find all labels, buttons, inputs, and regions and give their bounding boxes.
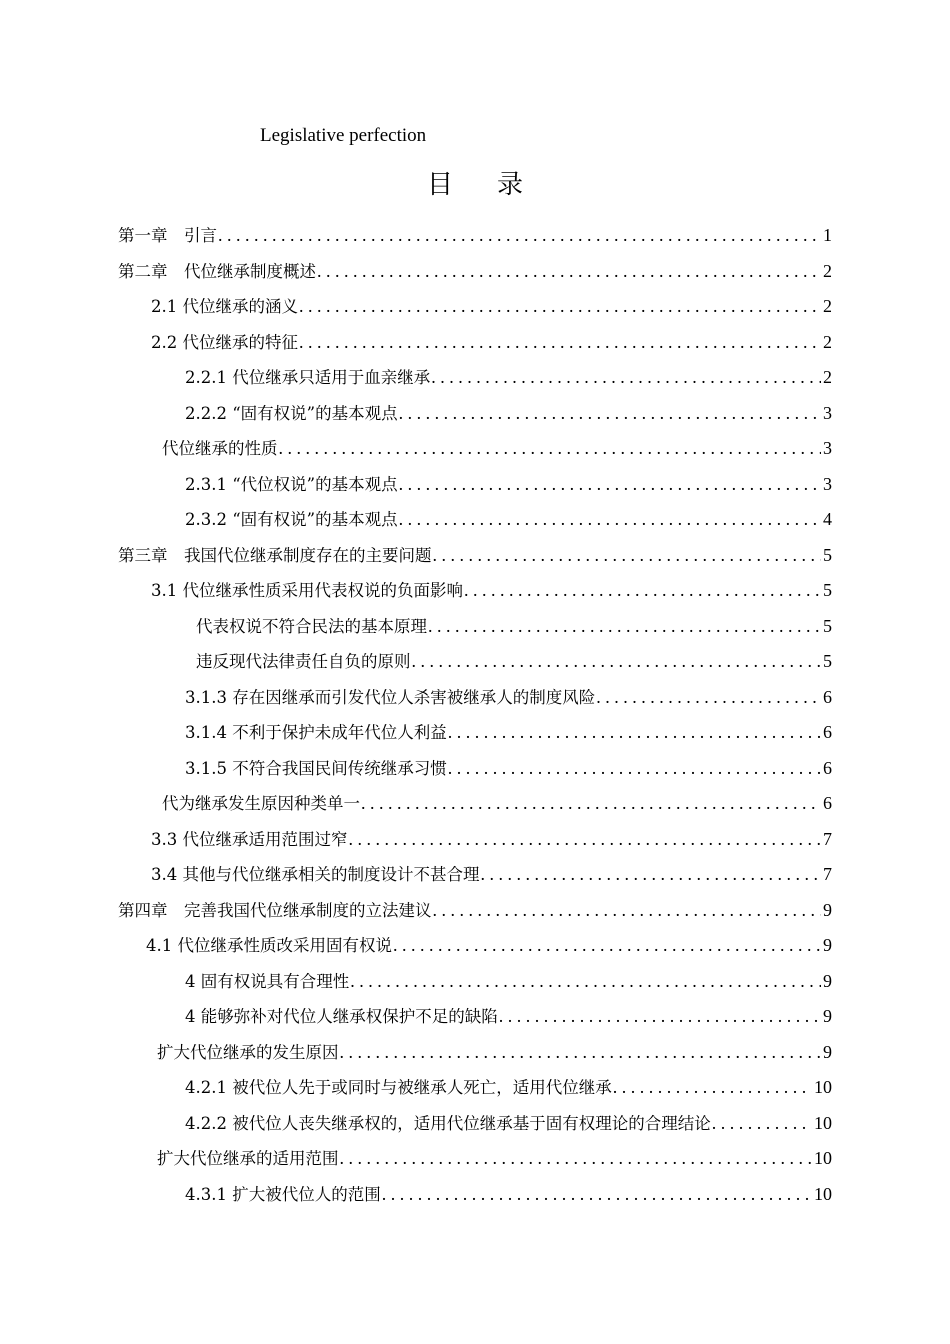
toc-heading-char-2: 录 <box>497 170 524 200</box>
toc-entry-4-1-1[interactable] <box>185 964 832 998</box>
dot-leader <box>360 786 821 820</box>
toc-entry-label: 2.2.2 “固有权说”的基本观点 <box>185 403 398 423</box>
dot-leader <box>447 751 821 785</box>
toc-entry-label: 4 能够弥补对代位人继承权保护不足的缺陷 <box>185 1007 498 1026</box>
toc-entry-label: 2.1 代位继承的涵义 <box>151 297 298 316</box>
toc-entry-label: 4.2.2 被代位人丧失继承权的，适用代位继承基于固有权理论的合理结论 <box>185 1113 711 1133</box>
toc-entry-chapter-2[interactable] <box>118 254 832 288</box>
dot-leader <box>398 467 821 501</box>
toc-entry-page: 6 <box>823 686 832 707</box>
dot-leader <box>398 396 821 430</box>
toc-entry-label: 3.3 代位继承适用范围过窄 <box>151 829 348 849</box>
english-subtitle: Legislative perfection <box>260 125 427 146</box>
toc-entry-page: 2 <box>823 331 832 352</box>
toc-entry-page: 5 <box>823 544 832 565</box>
toc-entry-label: 4 固有权说具有合理性 <box>185 971 350 991</box>
toc-entry-page: 6 <box>823 722 832 742</box>
toc-entry-label: 3.1.3 存在因继承而引发代位人杀害被继承人的制度风险 <box>185 687 596 707</box>
toc-entry-label: 2.3.1 “代位权说”的基本观点 <box>185 474 398 494</box>
toc-entry-2-2-2[interactable] <box>185 396 832 430</box>
toc-entry-nature[interactable] <box>162 431 832 465</box>
toc-entry-page: 6 <box>823 793 832 813</box>
toc-entry-3-1-3[interactable] <box>185 680 832 714</box>
toc-entry-page: 3 <box>823 473 832 494</box>
dot-leader <box>427 609 821 643</box>
toc-entry-label: 2.2 代位继承的特征 <box>151 332 298 352</box>
toc-entry-page: 10 <box>814 1112 832 1133</box>
toc-entry-2-2-1[interactable] <box>185 360 832 394</box>
dot-leader <box>217 218 821 252</box>
toc-entry-2-3-2[interactable] <box>185 502 832 536</box>
toc-entry-label: 扩大代位继承的适用范围 <box>157 1149 339 1168</box>
toc-entry-label: 代为继承发生原因种类单一 <box>162 794 360 813</box>
toc-entry-page: 9 <box>823 970 832 991</box>
toc-entry-2-2[interactable] <box>151 325 832 359</box>
toc-entry-page: 3 <box>823 438 832 458</box>
toc-entry-label: 4.3.1 扩大被代位人的范围 <box>185 1184 381 1204</box>
toc-entry-page: 9 <box>823 1041 832 1062</box>
toc-entry-page: 5 <box>823 651 832 671</box>
dot-leader <box>381 1177 812 1211</box>
toc-entry-page: 10 <box>814 1077 832 1097</box>
toc-entry-page: 1 <box>823 225 832 245</box>
toc-entry-page: 9 <box>823 899 832 920</box>
toc-entry-3-1-1[interactable] <box>196 609 832 643</box>
toc-entry-4-2-2[interactable] <box>185 1106 832 1140</box>
toc-entry-page: 10 <box>814 1183 832 1204</box>
toc-entry-label: 代位继承的性质 <box>162 439 278 458</box>
toc-entry-chapter-1[interactable] <box>118 218 832 252</box>
dot-leader <box>278 431 822 465</box>
toc-entry-page: 7 <box>823 828 832 849</box>
toc-entry-label: 3.1 代位继承性质采用代表权说的负面影响 <box>151 581 463 600</box>
dot-leader <box>339 1035 822 1069</box>
toc-entry-3-1[interactable] <box>151 573 832 607</box>
toc-entry-label: 4.1 代位继承性质改采用固有权说 <box>146 936 392 955</box>
toc-entry-label: 3.4 其他与代位继承相关的制度设计不甚合理 <box>151 865 480 884</box>
dot-leader <box>595 680 821 714</box>
toc-entry-label: 代表权说不符合民法的基本原理 <box>196 616 427 636</box>
toc-entry-2-1[interactable] <box>151 289 832 323</box>
toc-entry-3-1-4[interactable] <box>185 715 832 749</box>
dot-leader <box>432 538 822 572</box>
toc-entry-3-1-2[interactable] <box>196 644 832 678</box>
toc-entry-page: 7 <box>823 864 832 884</box>
toc-entry-label: 4.2.1 被代位人先于或同时与被继承人死亡，适用代位继承 <box>185 1078 612 1097</box>
toc-entry-4-3[interactable] <box>157 1141 832 1175</box>
toc-entry-4-2[interactable] <box>157 1035 832 1069</box>
dot-leader <box>398 502 821 536</box>
dot-leader <box>339 1141 813 1175</box>
toc-entry-chapter-3[interactable] <box>118 538 832 572</box>
toc-entry-label: 第三章 我国代位继承制度存在的主要问题 <box>118 545 432 565</box>
toc-entry-3-3[interactable] <box>151 822 832 856</box>
toc-entry-page: 2 <box>823 296 832 316</box>
dot-leader <box>463 573 821 607</box>
dot-leader <box>316 254 821 288</box>
dot-leader <box>711 1106 812 1140</box>
toc-entry-page: 9 <box>823 935 832 955</box>
toc-entry-page: 10 <box>814 1148 832 1168</box>
dot-leader <box>349 964 821 998</box>
toc-entry-chapter-4[interactable] <box>118 893 832 927</box>
toc-entry-label: 2.3.2 “固有权说”的基本观点 <box>185 510 398 529</box>
dot-leader <box>432 893 822 927</box>
dot-leader <box>430 360 821 394</box>
toc-entry-page: 4 <box>823 509 832 529</box>
toc-entry-page: 2 <box>823 367 832 387</box>
dot-leader <box>411 644 822 678</box>
toc-entry-3-1-5[interactable] <box>185 751 832 785</box>
dot-leader <box>348 822 822 856</box>
toc-entry-label: 第四章 完善我国代位继承制度的立法建议 <box>118 900 432 920</box>
toc-entry-label: 违反现代法律责任自负的原则 <box>196 652 411 671</box>
dot-leader <box>392 928 821 962</box>
toc-entry-page: 3 <box>823 402 832 423</box>
toc-entry-label: 扩大代位继承的发生原因 <box>157 1042 339 1062</box>
toc-entry-page: 9 <box>823 1006 832 1026</box>
dot-leader <box>298 289 821 323</box>
toc-entry-4-1[interactable] <box>146 928 832 962</box>
toc-entry-page: 6 <box>823 757 832 778</box>
toc-entry-label: 3.1.5 不符合我国民间传统继承习惯 <box>185 758 447 778</box>
dot-leader <box>298 325 821 359</box>
toc-entry-4-2-1[interactable] <box>185 1070 832 1104</box>
toc-entry-page: 5 <box>823 580 832 600</box>
toc-entry-page: 2 <box>823 260 832 281</box>
toc-heading-char-1: 目 <box>426 170 453 200</box>
dot-leader <box>480 857 822 891</box>
dot-leader <box>612 1070 812 1104</box>
toc-heading <box>0 168 950 202</box>
toc-entry-label: 3.1.4 不利于保护未成年代位人利益 <box>185 723 447 742</box>
toc-entry-4-3-1[interactable] <box>185 1177 832 1211</box>
dot-leader <box>498 999 821 1033</box>
toc-entry-2-3-1[interactable] <box>185 467 832 501</box>
toc-entry-label: 第一章 引言 <box>118 226 217 245</box>
dot-leader <box>447 715 821 749</box>
toc-entry-label: 第二章 代位继承制度概述 <box>118 261 316 281</box>
toc-entry-3-2[interactable] <box>162 786 832 820</box>
toc-entry-3-4[interactable] <box>151 857 832 891</box>
toc-entry-4-1-2[interactable] <box>185 999 832 1033</box>
toc-entry-page: 5 <box>823 615 832 636</box>
toc-entry-label: 2.2.1 代位继承只适用于血亲继承 <box>185 368 431 387</box>
